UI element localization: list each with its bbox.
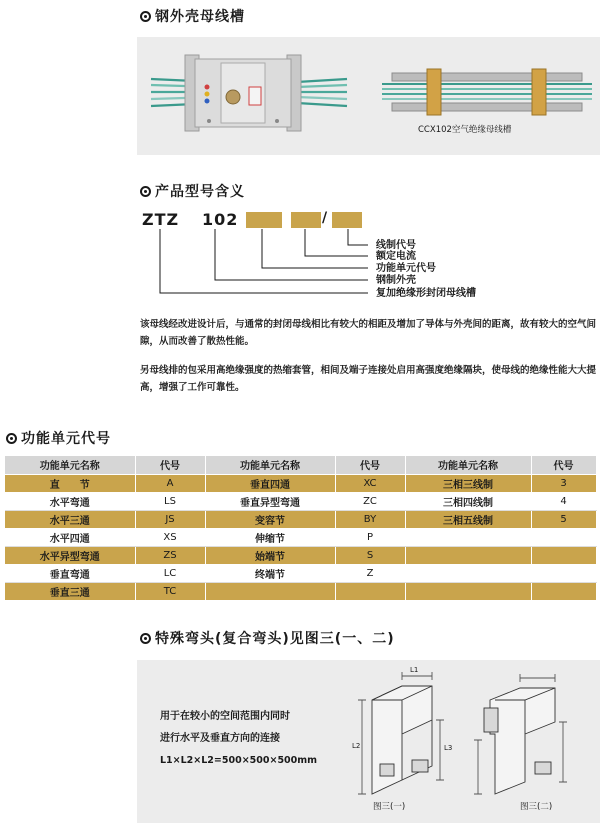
description-paragraph-1: 该母线经改进设计后，与通常的封闭母线相比有较大的相距及增加了导体与外壳间的距离，故有较大的空气间隙，从而改善了散热性能。 <box>140 319 597 347</box>
bullet-icon <box>140 633 151 644</box>
table-cell: 垂直异型弯通 <box>205 492 335 510</box>
table-cell: 变容节 <box>205 510 335 528</box>
table-header: 功能单元名称 <box>5 456 135 474</box>
table-row <box>5 474 596 492</box>
table-cell: ZC <box>335 492 405 510</box>
busway-photos <box>137 37 600 155</box>
table-cell: 水平弯通 <box>5 492 135 510</box>
section-func-title: 功能单元代号 <box>21 431 111 447</box>
table-cell: P <box>335 528 405 546</box>
bullet-icon <box>6 433 17 444</box>
table-cell: XC <box>335 474 405 492</box>
table-header: 功能单元名称 <box>405 456 531 474</box>
table-cell: 4 <box>531 492 596 510</box>
section-steel-title: 钢外壳母线槽 <box>155 9 245 25</box>
table-cell: BY <box>335 510 405 528</box>
legend-busway-type: 复加绝缘形封闭母线槽 <box>376 288 476 299</box>
table-cell <box>405 546 531 564</box>
legend-steel-housing: 钢制外壳 <box>376 275 416 286</box>
table-header: 功能单元名称 <box>205 456 335 474</box>
table-cell: 直 节 <box>5 474 135 492</box>
table-cell <box>205 582 335 600</box>
bend-description-1: 用于在较小的空间范围内同时 <box>160 711 290 722</box>
table-cell <box>531 528 596 546</box>
table-cell: 垂直四通 <box>205 474 335 492</box>
model-number: 102 <box>202 210 239 229</box>
section-model-heading <box>140 181 245 201</box>
figure-caption-1: 图三(一) <box>373 802 406 812</box>
section-model-title: 产品型号含义 <box>155 184 245 200</box>
table-row <box>5 582 596 600</box>
table-cell: 始端节 <box>205 546 335 564</box>
product-photo-panel <box>137 37 600 155</box>
code-box-wire <box>332 212 362 228</box>
dim-label-l1: L1 <box>410 666 419 674</box>
table-row <box>5 528 596 546</box>
table-row <box>5 564 596 582</box>
section-bend-title: 特殊弯头(复合弯头)见图三(一、二) <box>155 631 395 647</box>
table-cell <box>335 582 405 600</box>
table-header-row <box>5 456 596 474</box>
table-cell: S <box>335 546 405 564</box>
function-code-table <box>5 456 597 601</box>
table-cell: LC <box>135 564 205 582</box>
code-box-function <box>246 212 282 228</box>
legend-function-code: 功能单元代号 <box>376 263 436 274</box>
table-cell: 垂直弯通 <box>5 564 135 582</box>
table-cell <box>531 546 596 564</box>
table-cell: Z <box>335 564 405 582</box>
figure-caption-2: 图三(二) <box>520 802 553 812</box>
table-cell: TC <box>135 582 205 600</box>
bullet-icon <box>140 186 151 197</box>
table-cell: 3 <box>531 474 596 492</box>
legend-rated-current: 额定电流 <box>376 251 416 262</box>
busway-photo-left <box>151 55 347 131</box>
dim-label-l2: L2 <box>352 742 361 750</box>
table-header: 代号 <box>335 456 405 474</box>
model-prefix: ZTZ <box>142 210 180 229</box>
table-cell: 三相四线制 <box>405 492 531 510</box>
table-cell <box>531 582 596 600</box>
table-cell <box>405 528 531 546</box>
busway-photo-right <box>382 69 592 115</box>
table-cell: 水平异型弯通 <box>5 546 135 564</box>
model-slash: / <box>322 210 328 226</box>
description-paragraph-2: 另母线排的包采用高绝缘强度的热缩套管，相间及端子连接处启用高强度绝缘隔块，使母线的绝缘性能大大提高，增强了工作可靠性。 <box>140 365 597 393</box>
bend-description-2: 进行水平及垂直方向的连接 <box>160 733 280 744</box>
legend-wire-code: 线制代号 <box>376 240 416 251</box>
table-cell: 水平三通 <box>5 510 135 528</box>
table-cell: XS <box>135 528 205 546</box>
table-header: 代号 <box>531 456 596 474</box>
table-cell: 伸缩节 <box>205 528 335 546</box>
table-cell: 水平四通 <box>5 528 135 546</box>
table-cell <box>405 564 531 582</box>
table-cell: A <box>135 474 205 492</box>
table-cell: 终端节 <box>205 564 335 582</box>
table-cell: ZS <box>135 546 205 564</box>
table-row <box>5 510 596 528</box>
table-cell: 三相五线制 <box>405 510 531 528</box>
photo-caption-right: CCX102空气绝缘母线槽 <box>418 125 512 135</box>
table-cell: 5 <box>531 510 596 528</box>
table-row <box>5 546 596 564</box>
table-cell <box>405 582 531 600</box>
table-cell <box>531 564 596 582</box>
section-func-heading <box>6 428 111 448</box>
dim-label-l3: L3 <box>444 744 453 752</box>
table-cell: 垂直三通 <box>5 582 135 600</box>
table-cell: 三相三线制 <box>405 474 531 492</box>
bend-dimensions: L1×L2×L2=500×500×500mm <box>160 755 318 766</box>
table-cell: LS <box>135 492 205 510</box>
section-bend-heading <box>140 628 395 648</box>
bullet-icon <box>140 11 151 22</box>
section-steel-heading <box>140 6 245 26</box>
table-cell: JS <box>135 510 205 528</box>
code-box-current <box>291 212 321 228</box>
table-header: 代号 <box>135 456 205 474</box>
table-row <box>5 492 596 510</box>
